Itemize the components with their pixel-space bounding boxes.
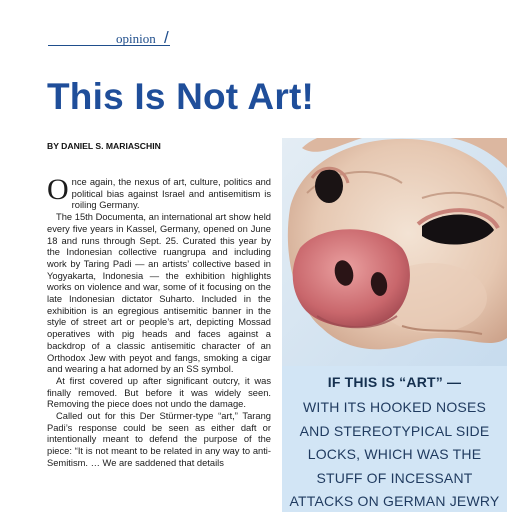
drop-cap: O [47,173,69,206]
article-headline: This Is Not Art! [47,76,314,117]
pull-quote-line-5: STUFF OF INCESSANT [316,470,473,486]
pull-quote [282,366,507,512]
pig-mask-photo [282,138,507,376]
paragraph-1 [47,173,271,212]
section-label: opinion [116,31,156,46]
pull-quote-line-6: ATTACKS ON GERMAN JEWRY [289,493,500,509]
paragraph-1-text: nce again, the nexus of art, culture, politics and political bias against Israel and antisemitism is roiling Germany. [71,177,271,211]
paragraph-2: The 15th Documenta, an international art show held every five years in Kassel, Germany, opened on June 18 and runs through Sept. 25. Curated this year by the Indonesian collective ruangrupa and including work by Taring Padi — an artists’ collective based in Yogyakarta, Indonesia — the exhibition highlights works on violence and war, some of it focusing on the late Indonesian dictator Suharto. Included in the exhibition is an egregious antisemitic banner in the style of street art or people’s art, depicting Mossad operatives with pig heads and faces against a backdrop of a classic antisemitic character of an Orthodox Jew with peyot and fangs, smoking a cigar and wearing a hat adorned by an SS symbol. [47,212,271,375]
byline: BY DANIEL S. MARIASCHIN [47,141,161,151]
pull-quote-line-2: WITH ITS HOOKED NOSES [302,399,487,415]
section-slash: / [164,28,169,47]
pull-quote-line-3: AND STEREOTYPICAL SIDE [299,423,490,439]
article-body [47,173,271,470]
paragraph-4: Called out for this Der Stürmer-type “art,” Tarang Padi’s response could be seen as either daft or intentionally meant to defend the purpose of the piece: “It is not meant to be related in any way to anti-Semitism. … We are saddened that details [47,411,271,468]
pull-quote-line-1: IF THIS IS “ART” — [327,374,462,390]
paragraph-3: At first covered up after significant outcry, it was finally removed. But before it was widely seen. Removing the piece does not undo the damage. [47,375,271,410]
pull-quote-line-4: LOCKS, WHICH WAS THE [307,446,482,462]
